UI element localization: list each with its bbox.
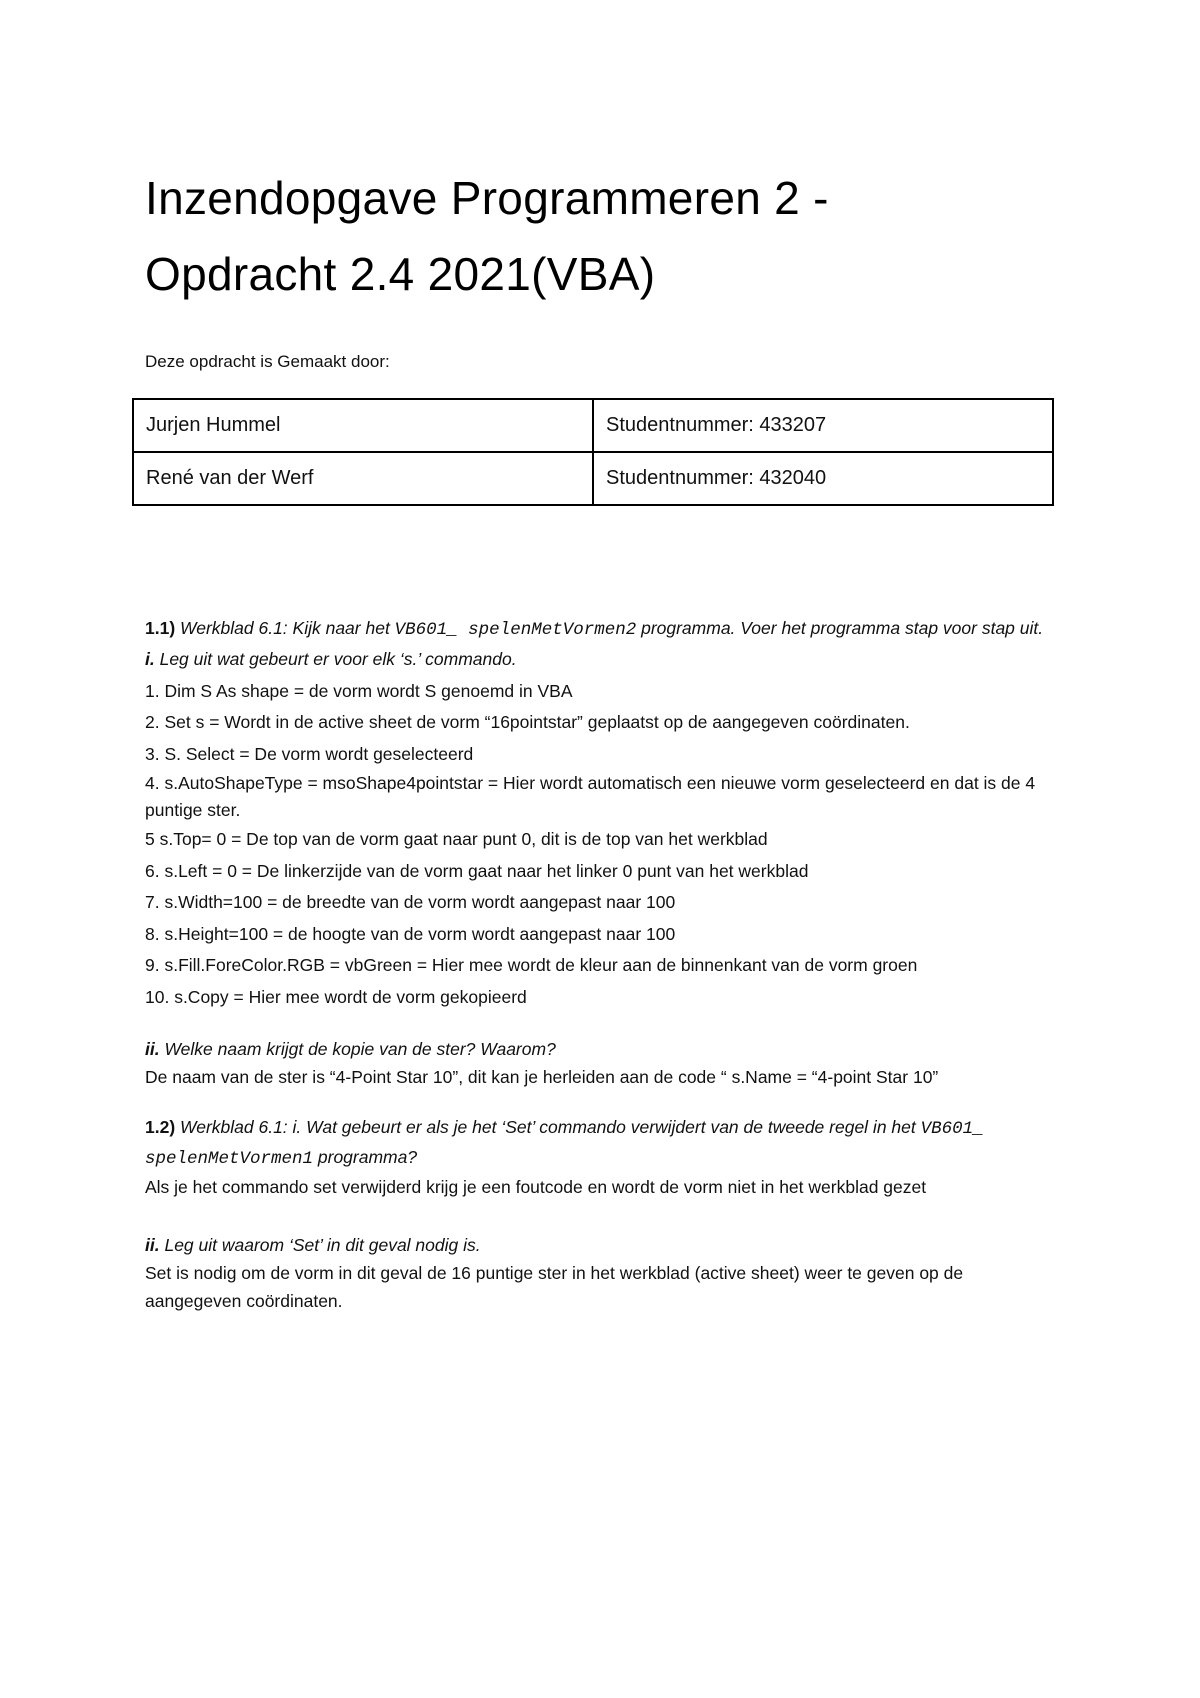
- list-item: 10. s.Copy = Hier mee wordt de vorm gekopieerd: [145, 986, 527, 1007]
- document-page: [145, 160, 1055, 1311]
- question-prompt: Werkblad 6.1: Kijk naar het: [175, 618, 395, 638]
- list-item: 2. Set s = Wordt in de active sheet de vorm “16pointstar” geplaatst op de aangegeven coördinaten.: [145, 712, 910, 732]
- list-item: 7. s.Width=100 = de breedte van de vorm wordt aangepast naar 100: [145, 892, 676, 912]
- list-item: 8. s.Height=100 = de hoogte van de vorm wordt aangepast naar 100: [145, 923, 676, 944]
- sub-question-text: Leg uit waarom ‘Set’ in dit geval nodig is.: [159, 1235, 481, 1255]
- answer-text: De naam van de ster is “4-Point Star 10”, dit kan je herleiden aan de code “ s.Name = “4-point Star 10”: [145, 1067, 939, 1087]
- question-number: 1.1): [145, 618, 176, 638]
- answer-text: Als je het commando set verwijderd krijg je een foutcode en wordt de vorm niet in het werkblad gezet: [145, 1177, 927, 1197]
- question-number: 1.2): [145, 1117, 176, 1137]
- list-item: 3. S. Select = De vorm wordt geselecteerd: [145, 743, 474, 764]
- code-name: VB601_ spelenMetVormen2: [394, 620, 637, 640]
- sub-question-text: Welke naam krijgt de kopie van de ster? Waarom?: [159, 1039, 556, 1059]
- answer-text: Set is nodig om de vorm in dit geval de 16 puntige ster in het werkblad (active sheet) weer te geven op de aangegeven coördinaten.: [145, 1263, 964, 1311]
- list-item: 1. Dim S As shape = de vorm wordt S genoemd in VBA: [145, 680, 573, 701]
- student-number: Studentnummer: 433207: [593, 399, 1053, 452]
- title-line-1: Inzendopgave Programmeren 2 -: [145, 172, 829, 224]
- table-row: [133, 452, 1053, 505]
- table-row: [133, 399, 1053, 452]
- sub-question-number: ii.: [145, 1235, 160, 1255]
- student-name: Jurjen Hummel: [133, 399, 593, 452]
- list-item: 4. s.AutoShapeType = msoShape4pointstar = Hier wordt automatisch een nieuwe vorm geselecteerd en dat is de 4 puntige ster.: [145, 773, 1036, 820]
- document-title: [145, 160, 1055, 312]
- question-1-1: [145, 615, 1055, 644]
- spacer: [145, 1201, 1055, 1231]
- sub-question-text: Leg uit wat gebeurt er voor elk ‘s.’ commando.: [154, 649, 517, 669]
- student-name: René van der Werf: [133, 452, 593, 505]
- sub-question-ii: [145, 1231, 1055, 1259]
- made-by-label: Deze opdracht is Gemaakt door:: [145, 352, 390, 371]
- question-prompt: Werkblad 6.1: i. Wat gebeurt er als je het ‘Set’ commando verwijdert van de tweede regel in het: [175, 1117, 921, 1137]
- question-prompt: programma?: [313, 1147, 418, 1167]
- sub-question-i: [145, 644, 1055, 676]
- spacer: [145, 1091, 1055, 1113]
- document-body: [145, 615, 1055, 1315]
- spacer: [145, 1013, 1055, 1035]
- sub-question-number: i.: [145, 649, 155, 669]
- sub-question-ii: [145, 1035, 1055, 1063]
- question-prompt: programma. Voer het programma stap voor stap uit.: [636, 618, 1044, 638]
- student-number: Studentnummer: 432040: [593, 452, 1053, 505]
- title-line-2: Opdracht 2.4 2021(VBA): [145, 248, 656, 300]
- question-1-2: [145, 1113, 1055, 1173]
- sub-question-number: ii.: [145, 1039, 160, 1059]
- list-item: 6. s.Left = 0 = De linkerzijde van de vorm gaat naar het linker 0 punt van het werkblad: [145, 860, 809, 881]
- code-name: VB601_ spelenMetVormen1: [145, 1119, 984, 1169]
- list-item: 9. s.Fill.ForeColor.RGB = vbGreen = Hier mee wordt de kleur aan de binnenkant van de vorm groen: [145, 955, 918, 975]
- students-table: [132, 398, 1054, 506]
- list-item: 5 s.Top= 0 = De top van de vorm gaat naar punt 0, dit is de top van het werkblad: [145, 829, 768, 849]
